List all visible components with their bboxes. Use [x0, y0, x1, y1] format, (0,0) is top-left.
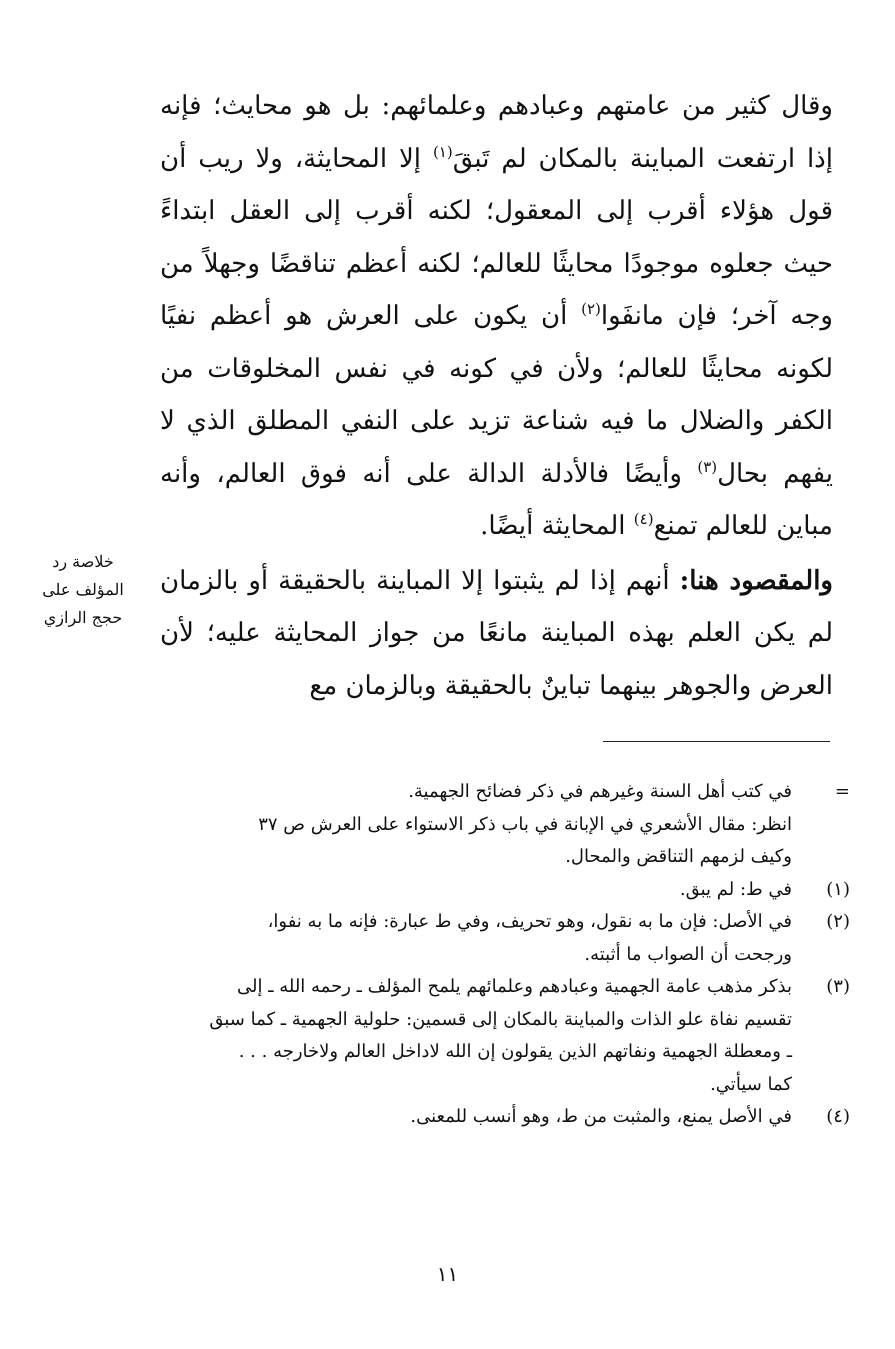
footnote-4-mark: (٤)	[826, 1106, 850, 1127]
paragraph-1-segment-5: المحايثة أيضًا.	[480, 511, 634, 541]
footnote-continuation-body	[150, 776, 792, 874]
footnotes	[150, 776, 850, 1134]
footnote-ref-1: (١)	[432, 142, 453, 161]
footnote-1-mark: (١)	[826, 878, 850, 900]
footnote-line: ـ ومعطلة الجهمية ونفاتهم الذين يقولون إن الله لاداخل العالم ولاخارجه . . .	[238, 1041, 792, 1062]
footnote-divider	[603, 741, 830, 742]
margin-note	[20, 548, 146, 632]
footnote-continuation-mark: =	[834, 781, 850, 802]
paragraph-1-segment-4: وأيضًا فالأدلة الدالة على أنه فوق العالم، وأنه مباين للعالم تمنع	[160, 458, 833, 541]
footnote-line: ورجحت أن الصواب ما أثبته.	[584, 943, 792, 965]
margin-note-line-1: خلاصة رد	[52, 552, 114, 571]
paragraph-1-segment-3: أن يكون على العرش هو أعظم نفيًا لكونه محايثًا للعالم؛ ولأن في كونه في نفس المخلوقات من الكفر والضلال ما فيه شناعة تزيد على النفي المطلق الذي لا يفهم بحال	[160, 301, 833, 489]
footnote-2	[150, 906, 850, 971]
footnote-3-body	[150, 971, 792, 1101]
footnote-line: كما سيأتي.	[710, 1073, 792, 1095]
footnote-4	[150, 1101, 850, 1134]
footnote-3-mark: (٣)	[826, 976, 850, 997]
footnote-3	[150, 971, 850, 1101]
footnote-line: في الأصل يمنع، والمثبت من ط، وهو أنسب للمعنى.	[410, 1106, 792, 1127]
main-text	[160, 80, 833, 712]
paragraph-2	[160, 555, 833, 713]
paragraph-2-text: أنهم إذا لم يثبتوا إلا المباينة بالحقيقة أو بالزمان لم يكن العلم بهذه المباينة مانعًا من جواز المحايثة عليه؛ لأن العرض والجوهر بينهما تباينٌ بالحقيقة وبالزمان مع	[160, 565, 833, 701]
footnote-line: في كتب أهل السنة وغيرهم في ذكر فضائح الجهمية.	[408, 781, 792, 802]
footnote-1-body	[150, 874, 792, 907]
footnote-ref-3: (٣)	[697, 457, 718, 476]
paragraph-1-segment-1: وقال كثير من عامتهم وعبادهم وعلمائهم: بل هو محايث؛ فإنه إذا ارتفعت المباينة بالمكان لم تَبقَ	[160, 91, 833, 174]
page-number: ١١	[436, 1262, 459, 1286]
paragraph-1	[160, 80, 833, 553]
margin-note-line-2: المؤلف على	[42, 580, 124, 599]
footnote-2-body	[150, 906, 792, 971]
footnote-ref-4: (٤)	[633, 510, 654, 528]
footnote-4-body	[150, 1101, 792, 1134]
paragraph-1-segment-2: إلا المحايثة، ولا ريب أن قول هؤلاء أقرب إلى المعقول؛ لكنه أقرب إلى العقل ابتداءً حيث جعلوه موجودًا محايثًا للعالم؛ لكنه أعظم تناقضًا وجهلاً من وجه آخر؛ فإن مانفَوا	[160, 143, 833, 331]
footnote-line: انظر: مقال الأشعري في الإبانة في باب ذكر الاستواء على العرش ص ٣٧	[258, 813, 792, 835]
footnote-line: في ط: لم يبق.	[679, 878, 792, 900]
footnote-continuation	[150, 776, 850, 874]
footnote-ref-2: (٢)	[581, 300, 601, 318]
footnote-line: في الأصل: فإن ما به نقول، وهو تحريف، وفي ط عبارة: فإنه ما به نفوا،	[267, 911, 792, 932]
footnote-line: تقسيم نفاة علو الذات والمباينة بالمكان إلى قسمين: حلولية الجهمية ـ كما سبق	[209, 1008, 792, 1030]
margin-note-line-3: حجج الرازي	[43, 608, 123, 627]
paragraph-2-lead: والمقصود هنا:	[679, 565, 833, 596]
footnote-line: بذكر مذهب عامة الجهمية وعبادهم وعلمائهم يلمح المؤلف ـ رحمه الله ـ إلى	[237, 976, 792, 997]
footnote-line: وكيف لزمهم التناقض والمحال.	[565, 846, 792, 867]
footnote-1	[150, 874, 850, 907]
footnote-2-mark: (٢)	[826, 911, 850, 932]
